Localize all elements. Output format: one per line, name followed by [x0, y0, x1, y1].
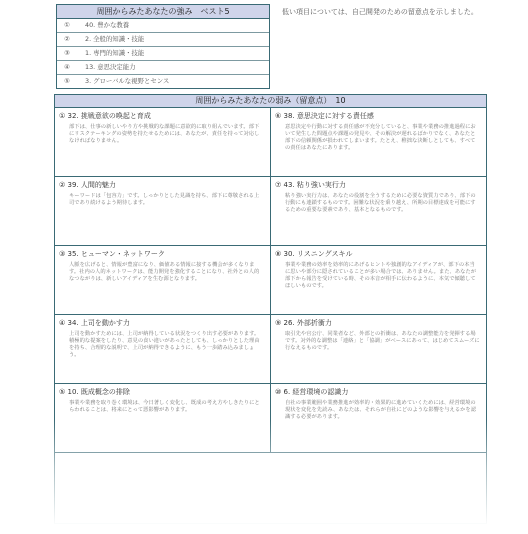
strength-row: [57, 19, 269, 33]
weakness-cell: [55, 246, 271, 315]
weakness-body: 人脈を広げると、情報が豊富になり、価値ある情報に接する機会が多くなります。社内の人的ネットワークは、能力開発を強化することになり、社外との人的なつながりは、新しいアイディアを生む源となります。: [69, 262, 260, 282]
weakness-heading: ⑧ 30. リスニングスキル: [275, 250, 353, 258]
strength-rank: ②: [64, 35, 70, 43]
weakness-body: 部下は、仕事の新しいやり方や挑戦的な課題に意欲的に取り組んでいます。部下にリスクテーキングの姿勢を持たせるためには、あなたが、責任を持って対応しなければなりません。: [69, 124, 260, 144]
weakness-cell: [271, 246, 486, 315]
weakness-body: 自社の事業範囲や業務推進が効率的・効果的に進めていくためには、経営環境の現状を変化を先読み、あなたは、それらが自社にどのような影響を与えるかを認識する必要があります。: [285, 400, 477, 420]
strength-text: 1. 専門的知識・技能: [85, 49, 145, 57]
strength-text: 3. グローバルな視野とセンス: [85, 77, 170, 85]
weakness-cell: [271, 108, 486, 177]
weaknesses-grid: [55, 108, 486, 453]
strengths-title: 周囲からみたあなたの強み ベスト5: [57, 5, 269, 19]
weakness-heading: ⑨ 26. 外部折衝力: [275, 319, 332, 327]
strength-rank: ③: [64, 49, 70, 57]
weaknesses-title: 周囲からみたあなたの弱み（留意点） 10: [55, 95, 486, 108]
strength-rank: ④: [64, 63, 70, 71]
weaknesses-box: [54, 94, 487, 524]
weakness-body: キーワードは「包容力」です。しっかりとした見識を持ち、部下に尊敬される上司であり続けるよう期待します。: [69, 193, 260, 206]
weakness-cell: [55, 177, 271, 246]
weakness-body: 粘り強い実行力は、あなたの役割を全うするために必要な資質力であり、部下の行動にも連鎖するものです。困難な状況を乗り越え、所期の目標達成を可能にするための重要な要素であり、基本となるものです。: [285, 193, 476, 213]
weakness-heading: ⑦ 43. 粘り強い実行力: [275, 181, 346, 189]
strengths-table: [56, 4, 270, 89]
strength-row: [57, 47, 269, 61]
weakness-cell: [55, 108, 271, 177]
strength-text: 13. 意思決定能力: [85, 63, 136, 71]
weakness-body: 事業や業務を取り巻く環境は、今日著しく変化し、既成の考え方やしきたりにとらわれることは、将来にとって悪影響があります。: [69, 400, 260, 413]
strength-row: [57, 33, 269, 47]
weakness-body: 上司を動かすためには、上司が納得している状況をつくり出す必要があります。積極的な提案をしたり、意見の食い違いがあったとしても、しっかりとした理由を持ち、合理的な説明で、上司が納得できるように、もう一歩踏み込みましょう。: [69, 331, 260, 358]
weakness-cell: [55, 315, 271, 384]
strength-row: [57, 61, 269, 75]
weakness-heading: ② 39. 人間的魅力: [59, 181, 116, 189]
strength-rank: ①: [64, 21, 70, 29]
weakness-heading: ⑥ 38. 意思決定に対する責任感: [275, 112, 374, 120]
weakness-cell: [271, 315, 486, 384]
weakness-body: 意思決定や行動に対する責任感が不充分していると、事業や業務の推進過程において発生した問題点や課題の発見や、その解決が遅れるばかりでなく、あなたと部下の信頼関係が損われてしまいます。たとえ、稚拙な決断しとしても、すべての責任はあなたにあります。: [285, 124, 476, 151]
strength-rank: ⑤: [64, 77, 70, 85]
weakness-heading: ④ 34. 上司を動かす力: [59, 319, 130, 327]
weakness-heading: ③ 35. ヒューマン・ネットワーク: [59, 250, 165, 258]
weakness-cell: [271, 177, 486, 246]
weakness-heading: ⑤ 10. 既成概念の排除: [59, 388, 130, 396]
strength-text: 2. 全般的知識・技能: [85, 35, 145, 43]
weakness-cell: [271, 384, 486, 453]
strength-text: 40. 豊かな教養: [85, 21, 130, 29]
weakness-heading: ⑩ 6. 経営環境の認識力: [275, 388, 349, 396]
weakness-body: 取引先や官公庁、同業者など、外部との折衝は、あなたの調整能力を発揮する場です。対外的な調整は「連絡」と「協調」がベースにあって、はじめてスムーズに行なえるものです。: [285, 331, 480, 351]
weakness-body: 事業や業務の効率を効率的にあげるヒントや独創的なアイディアが、部下の本当に思いや部分に隠されていることが多い場合では、ありません。また、あなたが部下から報告を受けている時、その本音が相手に伝わるように、本気で傾聴してほしいものです。: [285, 262, 477, 289]
strength-row: [57, 75, 269, 88]
note-text: 低い項目については、自己開発のための留意点を示しました。: [282, 8, 478, 16]
weakness-cell: [55, 384, 271, 453]
weakness-heading: ① 32. 挑戦意欲の喚起と育成: [59, 112, 151, 120]
